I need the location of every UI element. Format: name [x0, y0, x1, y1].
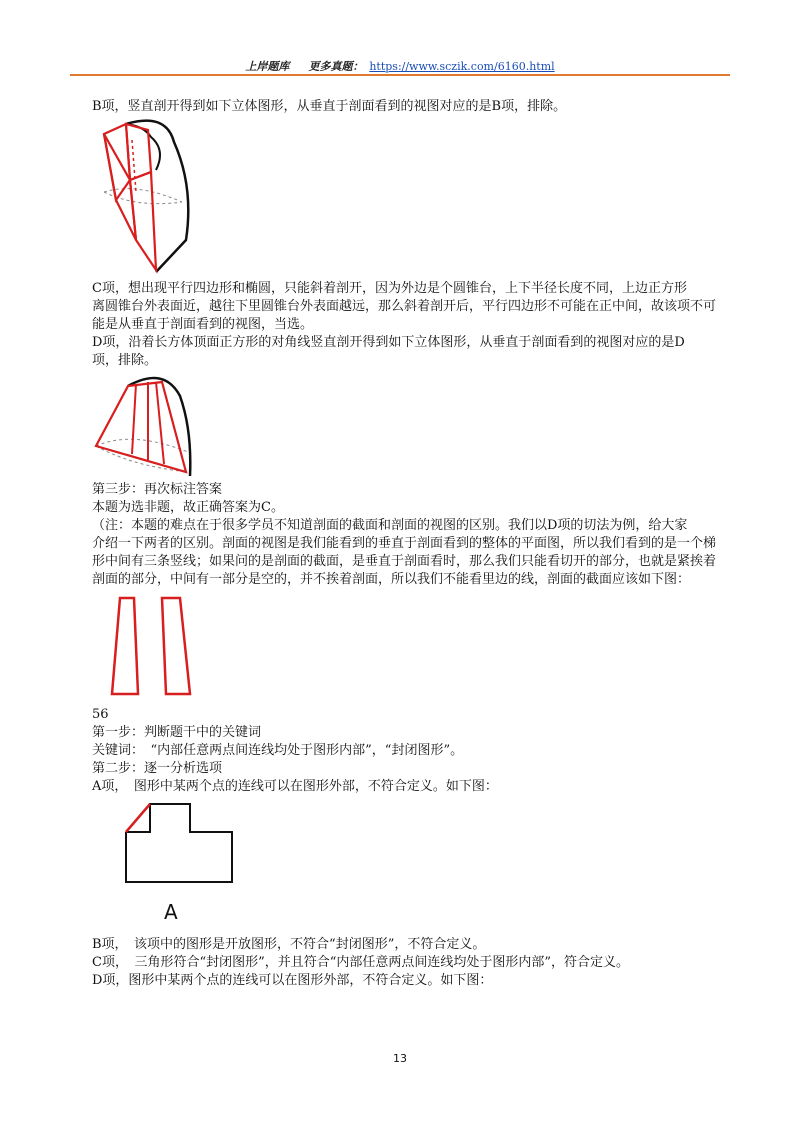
step-two-heading: 第二步：逐一分析选项: [92, 761, 223, 776]
header-brand: 上岸题库: [245, 60, 290, 73]
paragraph-c-option-line2: 离圆锥台外表面近，越往下里圆锥台外表面越远，那么斜着剖开后，平行四边形不可能在正中间，故该项不可: [92, 299, 717, 314]
question-number: 56: [92, 707, 109, 722]
page-number: 13: [393, 1052, 407, 1065]
note-line3: 形中间有三条竖线；如果问的是剖面的截面，是垂直于剖面看时，那么我们只能看切开的部分，也就是紧挨着: [92, 554, 717, 569]
paragraph-c-option-line1: C项，想出现平行四边形和椭圆，只能斜着剖开，因为外边是个圆锥台，上下半径长度不同，上边正方形: [92, 281, 687, 296]
note-line1: （注：本题的难点在于很多学员不知道剖面的截面和剖面的视图的区别。我们以D项的切法为例，给大家: [92, 518, 688, 533]
shape-a-figure: [120, 800, 240, 888]
paragraph-d-option-line2: 项，排除。: [92, 353, 158, 368]
keywords-line: 关键词： “内部任意两点间连线均处于图形内部”，“封闭图形”。: [92, 743, 464, 758]
c-option2-text: C项， 三角形符合“封闭图形”，并且符合“内部任意两点间连线均处于图形内部”，符合定义。: [92, 955, 630, 970]
step-three-heading: 第三步：再次标注答案: [92, 482, 223, 497]
answer-text: 本题为选非题，故正确答案为C。: [92, 500, 284, 515]
note-line2: 介绍一下两者的区别。剖面的视图是我们能看到的垂直于剖面看到的整体的平面图，所以我们看到的是一个梯: [92, 536, 717, 551]
d-option2-text: D项，图形中某两个点的连线可以在图形外部，不符合定义。如下图：: [92, 973, 493, 988]
page-header: [0, 58, 800, 74]
a-option-text: A项， 图形中某两个点的连线可以在图形外部，不符合定义。如下图：: [92, 779, 498, 794]
header-more-label: 更多真题：: [308, 60, 364, 73]
paragraph-c-option-line3: 能是从垂直于剖面看到的视图，当选。: [92, 317, 314, 332]
cross-section-trapezoids-figure: [110, 594, 210, 700]
shape-a-label: A: [164, 900, 178, 924]
header-link[interactable]: https://www.sczik.com/6160.html: [369, 60, 555, 73]
header-divider: [70, 74, 730, 76]
note-line4: 剖面的部分，中间有一部分是空的，并不挨着剖面，所以我们不能看里边的线，剖面的截面应该如下图：: [92, 572, 691, 587]
diagonal-cut-solid-figure: [92, 368, 202, 480]
paragraph-d-option-line1: D项，沿着长方体顶面正方形的对角线竖直剖开得到如下立体图形，从垂直于剖面看到的视图对应的是D: [92, 335, 685, 350]
paragraph-b-option: B项，竖直剖开得到如下立体图形，从垂直于剖面看到的视图对应的是B项，排除。: [92, 99, 567, 114]
b-option2-text: B项， 该项中的图形是开放图形，不符合“封闭图形”，不符合定义。: [92, 937, 486, 952]
vertical-cut-solid-figure: [96, 112, 206, 282]
step-one-heading: 第一步：判断题干中的关键词: [92, 725, 262, 740]
